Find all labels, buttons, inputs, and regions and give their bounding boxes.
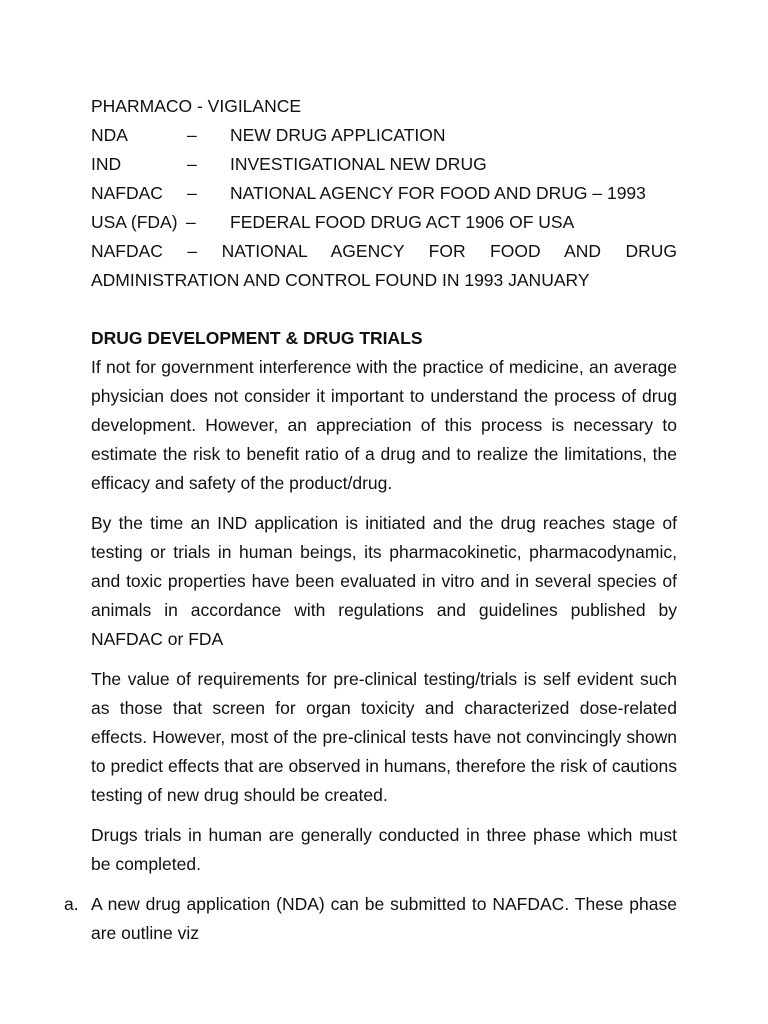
list-item-text: A new drug application (NDA) can be submitted to NAFDAC. These phase are outline viz bbox=[91, 894, 677, 943]
definition-dash: – bbox=[187, 183, 197, 203]
definition-row-nda bbox=[91, 121, 677, 150]
definition-meaning: INVESTIGATIONAL NEW DRUG bbox=[230, 154, 487, 174]
nafdac-full-definition: NAFDAC – NATIONAL AGENCY FOR FOOD AND DRUG ADMINISTRATION AND CONTROL FOUND IN 1993 JANUARY bbox=[91, 241, 677, 290]
definition-meaning: NEW DRUG APPLICATION bbox=[230, 125, 446, 145]
section-heading: DRUG DEVELOPMENT & DRUG TRIALS bbox=[91, 328, 423, 348]
body-paragraph: Drugs trials in human are generally conducted in three phase which must be completed. bbox=[91, 825, 677, 874]
definition-dash: – bbox=[187, 125, 197, 145]
definition-dash: – bbox=[186, 212, 196, 232]
body-paragraph: The value of requirements for pre-clinical testing/trials is self evident such as those that screen for organ toxicity and characterized dose-related effects. However, most of the pre-clinical tests have not convincingly shown to predict effects that are observed in humans, therefore the risk of cautions testing of new drug should be created. bbox=[91, 669, 677, 805]
body-paragraph: By the time an IND application is initiated and the drug reaches stage of testing or trials in human beings, its pharmacokinetic, pharmacodynamic, and toxic properties have been evaluated in vitro and in several species of animals in accordance with regulations and guidelines published by NAFDAC or FDA bbox=[91, 513, 677, 649]
definition-dash: – bbox=[187, 154, 197, 174]
document-title: PHARMACO - VIGILANCE bbox=[91, 96, 302, 116]
definition-abbr: NDA bbox=[91, 125, 128, 145]
definition-meaning: NATIONAL AGENCY FOR FOOD AND DRUG – 1993 bbox=[230, 183, 646, 203]
definition-row-ind bbox=[91, 150, 677, 179]
definition-meaning: FEDERAL FOOD DRUG ACT 1906 OF USA bbox=[230, 212, 575, 232]
definition-row-nafdac bbox=[91, 179, 677, 208]
definition-abbr: NAFDAC bbox=[91, 183, 163, 203]
definition-abbr: USA (FDA) bbox=[91, 212, 178, 232]
body-paragraph: If not for government interference with the practice of medicine, an average physician does not consider it important to understand the process of drug development. However, an appreciation of this process is necessary to estimate the risk to benefit ratio of a drug and to realize the limitations, the efficacy and safety of the product/drug. bbox=[91, 357, 677, 493]
list-item bbox=[64, 890, 677, 948]
list-marker: a. bbox=[64, 894, 79, 914]
definition-abbr: IND bbox=[91, 154, 122, 174]
definition-row-usa-fda bbox=[91, 208, 677, 237]
document-page bbox=[64, 92, 677, 948]
